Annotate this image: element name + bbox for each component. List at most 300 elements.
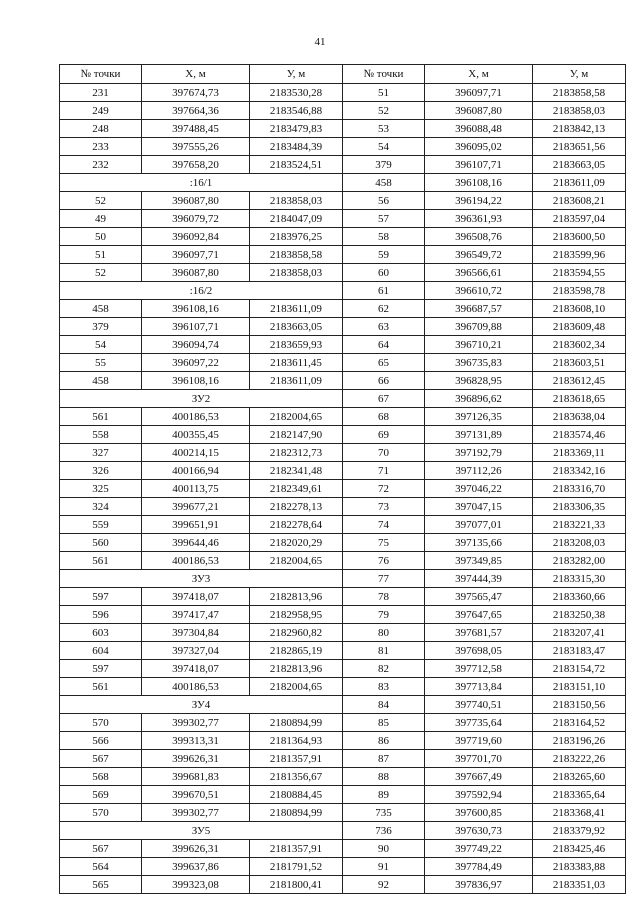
y-cell: 2182813,96 <box>250 588 343 606</box>
y-cell: 2182960,82 <box>250 624 343 642</box>
point-number-cell: 597 <box>60 660 142 678</box>
table-row <box>60 516 626 534</box>
point-number-cell: 566 <box>60 732 142 750</box>
point-number-cell: 89 <box>343 786 425 804</box>
x-cell: 400186,53 <box>142 552 250 570</box>
y-cell: 2182341,48 <box>250 462 343 480</box>
x-cell: 399651,91 <box>142 516 250 534</box>
point-number-cell: 558 <box>60 426 142 444</box>
y-cell: 2183638,04 <box>533 408 626 426</box>
point-number-cell: 84 <box>343 696 425 714</box>
point-number-cell: 83 <box>343 678 425 696</box>
point-number-cell: 80 <box>343 624 425 642</box>
y-cell: 2183360,66 <box>533 588 626 606</box>
x-cell: 400214,15 <box>142 444 250 462</box>
x-cell: 397698,05 <box>425 642 533 660</box>
x-cell: 396566,61 <box>425 264 533 282</box>
x-cell: 399637,86 <box>142 858 250 876</box>
y-cell: 2182312,73 <box>250 444 343 462</box>
point-number-cell: 87 <box>343 750 425 768</box>
y-cell: 2181800,41 <box>250 876 343 894</box>
point-number-cell: 567 <box>60 750 142 768</box>
y-cell: 2183368,41 <box>533 804 626 822</box>
y-cell: 2180894,99 <box>250 804 343 822</box>
x-cell: 396108,16 <box>142 300 250 318</box>
x-cell: 396710,21 <box>425 336 533 354</box>
point-number-cell: 569 <box>60 786 142 804</box>
point-number-cell: 604 <box>60 642 142 660</box>
point-number-cell: 567 <box>60 840 142 858</box>
x-cell: 399323,08 <box>142 876 250 894</box>
table-row <box>60 678 626 696</box>
table-row <box>60 660 626 678</box>
point-number-cell: 458 <box>60 372 142 390</box>
point-number-cell: 379 <box>343 156 425 174</box>
x-cell: 397192,79 <box>425 444 533 462</box>
y-cell: 2183524,51 <box>250 156 343 174</box>
x-cell: 400113,75 <box>142 480 250 498</box>
x-cell: 397047,15 <box>425 498 533 516</box>
x-cell: 399681,83 <box>142 768 250 786</box>
y-cell: 2183196,26 <box>533 732 626 750</box>
y-cell: 2182004,65 <box>250 552 343 570</box>
coordinates-table <box>59 64 626 894</box>
x-cell: 399644,46 <box>142 534 250 552</box>
table-row <box>60 102 626 120</box>
x-cell: 397713,84 <box>425 678 533 696</box>
table-row <box>60 624 626 642</box>
point-number-cell: 76 <box>343 552 425 570</box>
point-number-cell: 67 <box>343 390 425 408</box>
x-cell: 397681,57 <box>425 624 533 642</box>
x-cell: 397417,47 <box>142 606 250 624</box>
y-cell: 2183164,52 <box>533 714 626 732</box>
x-cell: 396097,71 <box>142 246 250 264</box>
section-label-cell: :16/1 <box>60 174 343 192</box>
x-cell: 396108,16 <box>142 372 250 390</box>
y-cell: 2183663,05 <box>250 318 343 336</box>
x-cell: 396610,72 <box>425 282 533 300</box>
point-number-cell: 91 <box>343 858 425 876</box>
point-number-cell: 597 <box>60 588 142 606</box>
point-number-cell: 50 <box>60 228 142 246</box>
x-cell: 400186,53 <box>142 678 250 696</box>
y-cell: 2183597,04 <box>533 210 626 228</box>
x-cell: 396079,72 <box>142 210 250 228</box>
y-cell: 2182958,95 <box>250 606 343 624</box>
y-cell: 2182004,65 <box>250 408 343 426</box>
table-row <box>60 714 626 732</box>
point-number-cell: 70 <box>343 444 425 462</box>
point-number-cell: 53 <box>343 120 425 138</box>
table-row <box>60 192 626 210</box>
y-cell: 2183858,58 <box>533 84 626 102</box>
point-number-cell: 88 <box>343 768 425 786</box>
x-cell: 397304,84 <box>142 624 250 642</box>
x-cell: 396194,22 <box>425 192 533 210</box>
table-row <box>60 840 626 858</box>
point-number-cell: 82 <box>343 660 425 678</box>
x-cell: 396087,80 <box>425 102 533 120</box>
y-cell: 2181791,52 <box>250 858 343 876</box>
point-number-cell: 54 <box>343 138 425 156</box>
x-cell: 396828,95 <box>425 372 533 390</box>
y-cell: 2183150,56 <box>533 696 626 714</box>
x-cell: 397836,97 <box>425 876 533 894</box>
y-cell: 2183594,55 <box>533 264 626 282</box>
point-number-cell: 78 <box>343 588 425 606</box>
y-cell: 2183608,21 <box>533 192 626 210</box>
point-number-cell: 561 <box>60 678 142 696</box>
table-row <box>60 696 626 714</box>
point-number-cell: 69 <box>343 426 425 444</box>
point-number-cell: 86 <box>343 732 425 750</box>
table-row <box>60 534 626 552</box>
x-cell: 396735,83 <box>425 354 533 372</box>
x-cell: 397131,89 <box>425 426 533 444</box>
x-cell: 397077,01 <box>425 516 533 534</box>
point-number-cell: 90 <box>343 840 425 858</box>
point-number-cell: 249 <box>60 102 142 120</box>
y-cell: 2183250,38 <box>533 606 626 624</box>
y-cell: 2183183,47 <box>533 642 626 660</box>
point-number-cell: 85 <box>343 714 425 732</box>
point-number-cell: 81 <box>343 642 425 660</box>
y-cell: 2183842,13 <box>533 120 626 138</box>
table-row <box>60 570 626 588</box>
y-cell: 2183425,46 <box>533 840 626 858</box>
y-cell: 2183599,96 <box>533 246 626 264</box>
point-number-cell: 570 <box>60 714 142 732</box>
y-cell: 2182813,96 <box>250 660 343 678</box>
y-cell: 2183858,58 <box>250 246 343 264</box>
table-row <box>60 300 626 318</box>
y-cell: 2182278,13 <box>250 498 343 516</box>
table-row <box>60 246 626 264</box>
point-number-cell: 65 <box>343 354 425 372</box>
table-row <box>60 498 626 516</box>
y-cell: 2183602,34 <box>533 336 626 354</box>
y-cell: 2181364,93 <box>250 732 343 750</box>
y-cell: 2183651,56 <box>533 138 626 156</box>
point-number-cell: 51 <box>60 246 142 264</box>
x-cell: 397565,47 <box>425 588 533 606</box>
x-cell: 397418,07 <box>142 660 250 678</box>
table-row <box>60 174 626 192</box>
point-number-cell: 560 <box>60 534 142 552</box>
point-number-cell: 52 <box>60 192 142 210</box>
y-cell: 2183546,88 <box>250 102 343 120</box>
table-row <box>60 84 626 102</box>
point-number-cell: 232 <box>60 156 142 174</box>
y-cell: 2183265,60 <box>533 768 626 786</box>
y-cell: 2182349,61 <box>250 480 343 498</box>
y-cell: 2181357,91 <box>250 840 343 858</box>
point-number-cell: 64 <box>343 336 425 354</box>
table-row <box>60 642 626 660</box>
x-cell: 396092,84 <box>142 228 250 246</box>
y-cell: 2183612,45 <box>533 372 626 390</box>
y-cell: 2183365,64 <box>533 786 626 804</box>
x-cell: 397046,22 <box>425 480 533 498</box>
point-number-cell: 63 <box>343 318 425 336</box>
table-row <box>60 588 626 606</box>
x-cell: 396087,80 <box>142 264 250 282</box>
point-number-cell: 54 <box>60 336 142 354</box>
x-cell: 396097,22 <box>142 354 250 372</box>
x-cell: 397740,51 <box>425 696 533 714</box>
page-number: 41 <box>314 36 326 48</box>
table-row <box>60 390 626 408</box>
x-cell: 397327,04 <box>142 642 250 660</box>
point-number-cell: 233 <box>60 138 142 156</box>
y-cell: 2180894,99 <box>250 714 343 732</box>
y-cell: 2183484,39 <box>250 138 343 156</box>
table-row <box>60 552 626 570</box>
point-number-cell: 74 <box>343 516 425 534</box>
point-number-cell: 56 <box>343 192 425 210</box>
x-cell: 396095,02 <box>425 138 533 156</box>
point-number-cell: 325 <box>60 480 142 498</box>
point-number-cell: 68 <box>343 408 425 426</box>
x-cell: 400166,94 <box>142 462 250 480</box>
point-number-cell: 735 <box>343 804 425 822</box>
y-cell: 2181357,91 <box>250 750 343 768</box>
table-header-row <box>60 65 626 84</box>
x-cell: 397600,85 <box>425 804 533 822</box>
point-number-cell: 52 <box>60 264 142 282</box>
table-row <box>60 318 626 336</box>
point-number-cell: 231 <box>60 84 142 102</box>
x-cell: 396549,72 <box>425 246 533 264</box>
x-cell: 397658,20 <box>142 156 250 174</box>
table-row <box>60 264 626 282</box>
table-row <box>60 606 626 624</box>
y-cell: 2183207,41 <box>533 624 626 642</box>
y-cell: 2183659,93 <box>250 336 343 354</box>
table-row <box>60 408 626 426</box>
section-label-cell: ЗУ4 <box>60 696 343 714</box>
point-number-cell: 72 <box>343 480 425 498</box>
x-cell: 397712,58 <box>425 660 533 678</box>
point-number-cell: 561 <box>60 552 142 570</box>
point-number-cell: 324 <box>60 498 142 516</box>
y-cell: 2182020,29 <box>250 534 343 552</box>
x-cell: 397667,49 <box>425 768 533 786</box>
point-number-cell: 49 <box>60 210 142 228</box>
point-number-cell: 458 <box>343 174 425 192</box>
x-cell: 397630,73 <box>425 822 533 840</box>
point-number-cell: 60 <box>343 264 425 282</box>
x-cell: 397349,85 <box>425 552 533 570</box>
y-cell: 2182865,19 <box>250 642 343 660</box>
point-number-cell: 66 <box>343 372 425 390</box>
y-cell: 2183342,16 <box>533 462 626 480</box>
header-point-number: № точки <box>60 65 142 84</box>
table-row <box>60 858 626 876</box>
header-point-number: № точки <box>343 65 425 84</box>
y-cell: 2183574,46 <box>533 426 626 444</box>
point-number-cell: 458 <box>60 300 142 318</box>
x-cell: 396361,93 <box>425 210 533 228</box>
x-cell: 396687,57 <box>425 300 533 318</box>
point-number-cell: 603 <box>60 624 142 642</box>
table-row <box>60 768 626 786</box>
table-row <box>60 480 626 498</box>
x-cell: 397112,26 <box>425 462 533 480</box>
y-cell: 2183369,11 <box>533 444 626 462</box>
y-cell: 2183618,65 <box>533 390 626 408</box>
x-cell: 397135,66 <box>425 534 533 552</box>
section-label-cell: ЗУ3 <box>60 570 343 588</box>
x-cell: 396107,71 <box>425 156 533 174</box>
y-cell: 2183222,26 <box>533 750 626 768</box>
header-y: У, м <box>533 65 626 84</box>
x-cell: 396088,48 <box>425 120 533 138</box>
x-cell: 397126,35 <box>425 408 533 426</box>
x-cell: 397444,39 <box>425 570 533 588</box>
point-number-cell: 77 <box>343 570 425 588</box>
y-cell: 2183663,05 <box>533 156 626 174</box>
header-y: У, м <box>250 65 343 84</box>
x-cell: 397719,60 <box>425 732 533 750</box>
point-number-cell: 379 <box>60 318 142 336</box>
table-body <box>60 84 626 894</box>
point-number-cell: 565 <box>60 876 142 894</box>
x-cell: 396107,71 <box>142 318 250 336</box>
x-cell: 397784,49 <box>425 858 533 876</box>
x-cell: 400186,53 <box>142 408 250 426</box>
table-row <box>60 750 626 768</box>
x-cell: 399302,77 <box>142 714 250 732</box>
y-cell: 2183530,28 <box>250 84 343 102</box>
y-cell: 2183611,09 <box>533 174 626 192</box>
x-cell: 396094,74 <box>142 336 250 354</box>
point-number-cell: 59 <box>343 246 425 264</box>
table-row <box>60 462 626 480</box>
point-number-cell: 736 <box>343 822 425 840</box>
point-number-cell: 568 <box>60 768 142 786</box>
y-cell: 2183316,70 <box>533 480 626 498</box>
x-cell: 397592,94 <box>425 786 533 804</box>
y-cell: 2183608,10 <box>533 300 626 318</box>
y-cell: 2183976,25 <box>250 228 343 246</box>
x-cell: 399670,51 <box>142 786 250 804</box>
y-cell: 2183611,09 <box>250 372 343 390</box>
y-cell: 2181356,67 <box>250 768 343 786</box>
table-row <box>60 282 626 300</box>
point-number-cell: 75 <box>343 534 425 552</box>
header-x: X, м <box>425 65 533 84</box>
point-number-cell: 248 <box>60 120 142 138</box>
y-cell: 2183282,00 <box>533 552 626 570</box>
table-row <box>60 426 626 444</box>
point-number-cell: 327 <box>60 444 142 462</box>
x-cell: 397488,45 <box>142 120 250 138</box>
y-cell: 2183598,78 <box>533 282 626 300</box>
y-cell: 2183611,45 <box>250 354 343 372</box>
x-cell: 399677,21 <box>142 498 250 516</box>
point-number-cell: 62 <box>343 300 425 318</box>
x-cell: 397664,36 <box>142 102 250 120</box>
point-number-cell: 58 <box>343 228 425 246</box>
point-number-cell: 55 <box>60 354 142 372</box>
point-number-cell: 71 <box>343 462 425 480</box>
point-number-cell: 564 <box>60 858 142 876</box>
x-cell: 397749,22 <box>425 840 533 858</box>
y-cell: 2184047,09 <box>250 210 343 228</box>
table-row <box>60 876 626 894</box>
table-row <box>60 732 626 750</box>
table-row <box>60 336 626 354</box>
table-row <box>60 444 626 462</box>
point-number-cell: 596 <box>60 606 142 624</box>
y-cell: 2180884,45 <box>250 786 343 804</box>
point-number-cell: 52 <box>343 102 425 120</box>
point-number-cell: 73 <box>343 498 425 516</box>
section-label-cell: :16/2 <box>60 282 343 300</box>
table-row <box>60 822 626 840</box>
x-cell: 399626,31 <box>142 750 250 768</box>
y-cell: 2182004,65 <box>250 678 343 696</box>
x-cell: 396896,62 <box>425 390 533 408</box>
y-cell: 2182147,90 <box>250 426 343 444</box>
x-cell: 396709,88 <box>425 318 533 336</box>
y-cell: 2183351,03 <box>533 876 626 894</box>
y-cell: 2183858,03 <box>250 264 343 282</box>
table-row <box>60 138 626 156</box>
y-cell: 2183383,88 <box>533 858 626 876</box>
y-cell: 2183611,09 <box>250 300 343 318</box>
table-row <box>60 804 626 822</box>
point-number-cell: 79 <box>343 606 425 624</box>
table-row <box>60 120 626 138</box>
x-cell: 396108,16 <box>425 174 533 192</box>
y-cell: 2183858,03 <box>250 192 343 210</box>
y-cell: 2182278,64 <box>250 516 343 534</box>
y-cell: 2183858,03 <box>533 102 626 120</box>
table-row <box>60 210 626 228</box>
point-number-cell: 92 <box>343 876 425 894</box>
point-number-cell: 561 <box>60 408 142 426</box>
y-cell: 2183208,03 <box>533 534 626 552</box>
x-cell: 396097,71 <box>425 84 533 102</box>
table-row <box>60 354 626 372</box>
point-number-cell: 326 <box>60 462 142 480</box>
y-cell: 2183306,35 <box>533 498 626 516</box>
point-number-cell: 559 <box>60 516 142 534</box>
section-label-cell: ЗУ5 <box>60 822 343 840</box>
point-number-cell: 57 <box>343 210 425 228</box>
section-label-cell: ЗУ2 <box>60 390 343 408</box>
point-number-cell: 61 <box>343 282 425 300</box>
x-cell: 397735,64 <box>425 714 533 732</box>
table-row <box>60 228 626 246</box>
x-cell: 399626,31 <box>142 840 250 858</box>
table-row <box>60 786 626 804</box>
x-cell: 399313,31 <box>142 732 250 750</box>
y-cell: 2183609,48 <box>533 318 626 336</box>
y-cell: 2183154,72 <box>533 660 626 678</box>
x-cell: 397674,73 <box>142 84 250 102</box>
header-x: X, м <box>142 65 250 84</box>
point-number-cell: 570 <box>60 804 142 822</box>
x-cell: 397647,65 <box>425 606 533 624</box>
y-cell: 2183315,30 <box>533 570 626 588</box>
x-cell: 399302,77 <box>142 804 250 822</box>
x-cell: 397418,07 <box>142 588 250 606</box>
x-cell: 396087,80 <box>142 192 250 210</box>
